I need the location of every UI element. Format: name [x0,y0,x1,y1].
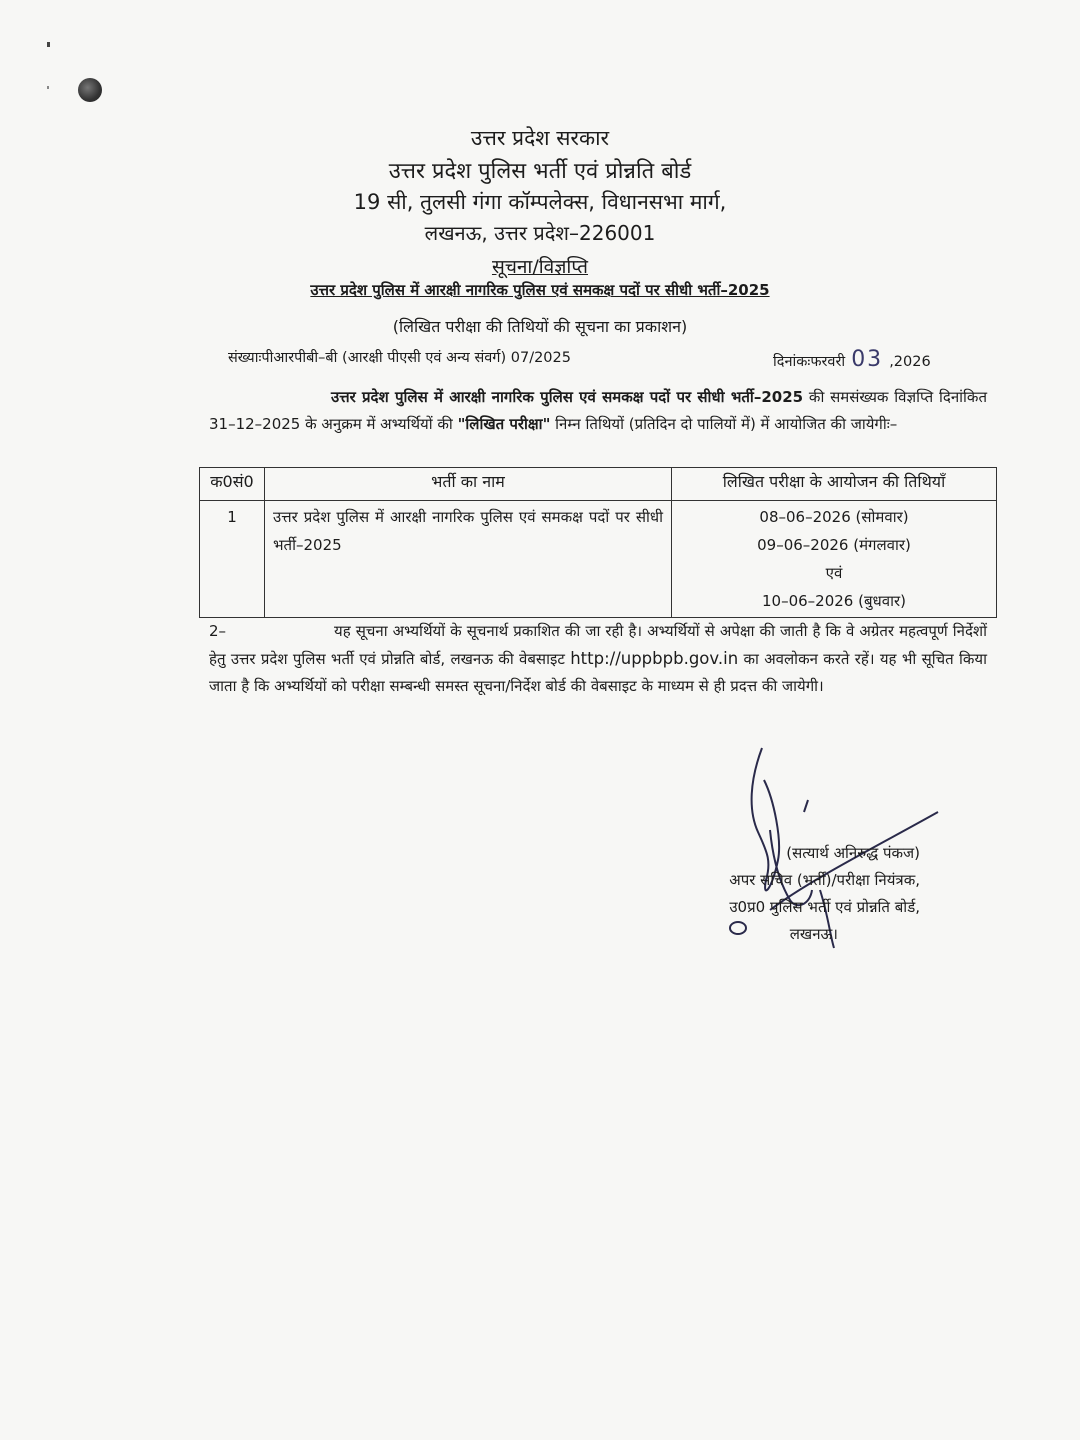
signatory-name: (सत्यार्थ अनिरुद्ध पंकज) [786,844,920,862]
city-line: लखनऊ, उत्तर प्रदेश–226001 [424,221,656,245]
signatory-office: उ0प्र0 पुलिस भर्ती एवं प्रोन्नति बोर्ड, [729,898,920,916]
signatory-city: लखनऊ। [789,925,838,943]
instruction-text-2: का अवलोकन करते रहें। यह भी सूचित किया जाता है कि अभ्यर्थियों को परीक्षा सम्बन्धी समस्त सूचना/निर्देश बोर्ड की वेबसाइट के माध्यम से ही प्रदत्त की जायेगी। [209,650,987,695]
subtitle-line: (लिखित परीक्षा की तिथियों की सूचना का प्रकाशन) [392,317,688,336]
exam-schedule-table [199,467,997,618]
signatory-designation: अपर सचिव (भर्ती)/परीक्षा नियंत्रक, [729,871,920,889]
reference-number: संख्याःपीआरपीबी–बी (आरक्षी पीएसी एवं अन्य संवर्ग) 07/2025 [228,350,571,366]
scan-speck [47,42,50,47]
intro-text-2: निम्न तिथियों (प्रतिदिन दो पालियों में) में आयोजित की जायेगीः– [550,415,898,433]
table-header-row [200,468,997,501]
date-year: ,2026 [889,354,931,370]
subject-line: उत्तर प्रदेश पुलिस में आरक्षी नागरिक पुलिस एवं समकक्ष पदों पर सीधी भर्ती–2025 [310,281,770,299]
scan-speck [47,86,49,89]
punch-hole [78,78,102,102]
col-header-name: भर्ती का नाम [265,468,672,501]
para-number: 2– [209,622,227,640]
date-joiner: एवं [825,564,843,582]
exam-date-3: 10–06–2026 (बुधवार) [762,592,906,610]
cell-serial: 1 [200,501,265,618]
reference-date [773,347,931,372]
board-title: उत्तर प्रदेश पुलिस भर्ती एवं प्रोन्नति बोर्ड [388,159,692,184]
cell-dates [672,501,997,618]
address-line: 19 सी, तुलसी गंगा कॉम्पलेक्स, विधानसभा मार्ग, [353,190,727,214]
instruction-text-1: यह सूचना अभ्यर्थियों के सूचनार्थ प्रकाशित की जा रही है। अभ्यर्थियों से अपेक्षा की जाती है कि वे अग्रेतर महत्वपूर्ण निर्देशों हेतु उत्तर प्रदेश पुलिस भर्ती एवं प्रोन्नति बोर्ड, लखनऊ की वेबसाइट [209,622,987,668]
instruction-paragraph [209,618,987,700]
notice-heading: सूचना/विज्ञप्ति [491,256,589,278]
govt-title: उत्तर प्रदेश सरकार [470,126,610,150]
website-link[interactable]: http://uppbpb.gov.in [570,649,739,668]
date-label: दिनांकःफरवरी [773,354,846,370]
exam-date-1: 08–06–2026 (सोमवार) [759,508,909,526]
exam-date-2: 09–06–2026 (मंगलवार) [757,536,911,554]
intro-bold-exam: "लिखित परीक्षा" [457,415,551,433]
table-row [200,501,997,618]
intro-paragraph [209,384,987,438]
col-header-dates: लिखित परीक्षा के आयोजन की तिथियाँ [672,468,997,501]
handwritten-day: 03 [851,347,884,372]
cell-name: उत्तर प्रदेश पुलिस में आरक्षी नागरिक पुलिस एवं समकक्ष पदों पर सीधी भर्ती–2025 [265,501,672,618]
intro-text-1: की समसंख्यक विज्ञप्ति दिनांकित 31–12–2025 के अनुक्रम में अभ्यर्थियों की [209,388,988,433]
col-header-serial: क0सं0 [200,468,265,501]
intro-bold-lead: उत्तर प्रदेश पुलिस में आरक्षी नागरिक पुलिस एवं समकक्ष पदों पर सीधी भर्ती–2025 [331,388,804,406]
signatory-block [729,840,920,948]
